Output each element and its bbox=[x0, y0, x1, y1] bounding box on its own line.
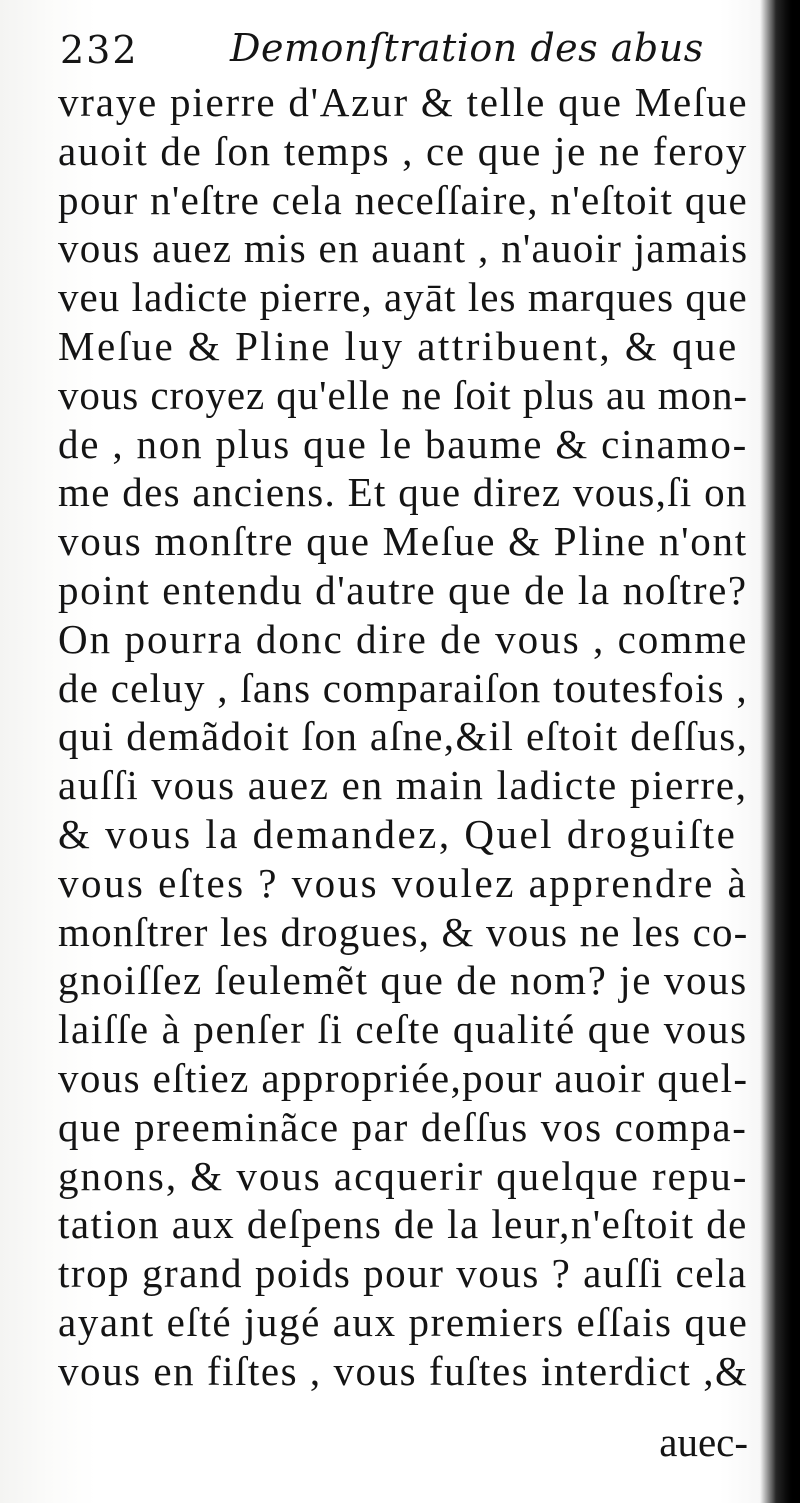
text-line: vraye pierre d'Azur & telle que Meſue bbox=[58, 79, 749, 125]
text-line: vous croyez qu'elle ne ſoit plus au mon- bbox=[58, 371, 748, 418]
text-line: veu ladicte pierre, ayāt les marques que bbox=[58, 274, 748, 321]
text-line: de celuy , ſans comparaiſon toutesfois , bbox=[58, 664, 748, 711]
page-number: 232 bbox=[60, 28, 139, 72]
text-line: & vous la demandez, Quel droguiſte bbox=[58, 810, 738, 857]
text-line: vous monſtre que Meſue & Pline n'ont bbox=[58, 518, 748, 565]
text-line: trop grand poids pour vous ? auſſi cela bbox=[58, 1250, 748, 1297]
text-line: vous eſtiez appropriée,pour auoir quel- bbox=[58, 1054, 749, 1101]
text-line: vous eſtes ? vous voulez apprendre à bbox=[58, 859, 749, 906]
text-line: ayant eſté jugé aux premiers eſſais que bbox=[58, 1298, 749, 1345]
text-line: auoit de ſon temps , ce que je ne feroy bbox=[58, 127, 748, 174]
text-line: vous auez mis en auant , n'auoir jamais bbox=[58, 225, 749, 272]
catchword: auec- bbox=[659, 1419, 748, 1465]
text-line: On pourra donc dire de vous , comme bbox=[58, 615, 749, 662]
text-line: qui demãdoit ſon aſne,&il eſtoit deſſus, bbox=[58, 713, 749, 760]
body-text bbox=[58, 78, 758, 1396]
text-line: me des anciens. Et que direz vous,ſi on bbox=[58, 469, 748, 516]
text-line: monſtrer les drogues, & vous ne les co- bbox=[58, 908, 749, 955]
text-line: que preeminãce par deſſus vos compa- bbox=[58, 1103, 748, 1150]
text-line: gnons, & vous acquerir quelque repu- bbox=[58, 1152, 749, 1199]
text-line: de , non plus que le baume & cinamo- bbox=[58, 420, 749, 467]
running-head: Demonſtration des abus bbox=[230, 26, 704, 70]
page-edge-shadow bbox=[774, 0, 800, 1503]
text-line: auſſi vous auez en main ladicte pierre, bbox=[58, 762, 748, 809]
text-line: Meſue & Pline luy attribuent, & que bbox=[58, 322, 739, 369]
text-line: vous en fiſtes , vous fuſtes interdict ,& bbox=[58, 1347, 749, 1394]
text-line: tation aux deſpens de la leur,n'eſtoit de bbox=[58, 1201, 748, 1248]
text-line: pour n'eſtre cela neceſſaire, n'eſtoit que bbox=[58, 176, 749, 223]
text-line: point entendu d'autre que de la noſtre? bbox=[58, 566, 748, 613]
text-line: gnoiſſez ſeulemẽt que de nom? je vous bbox=[58, 957, 748, 1004]
text-line: laiſſe à penſer ſi ceſte qualité que vous bbox=[58, 1006, 748, 1053]
